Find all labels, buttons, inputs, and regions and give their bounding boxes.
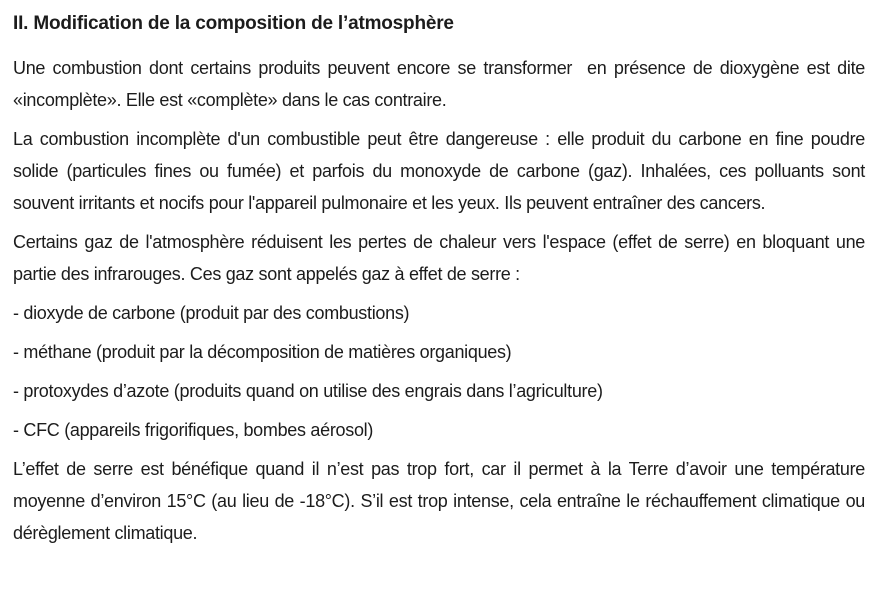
paragraph-greenhouse-effect-intro: Certains gaz de l'atmosphère réduisent les pertes de chaleur vers l'espace (effet de serre) en bloquant une partie des infrarouges. Ces gaz sont appelés gaz à effet de serre : [13, 232, 865, 284]
greenhouse-gas-list [13, 297, 865, 446]
list-item-nitrous-oxide: - protoxydes d’azote (produits quand on utilise des engrais dans l’agriculture) [13, 381, 603, 401]
paragraph-incomplete-combustion-dangers: La combustion incomplète d'un combustible peut être dangereuse : elle produit du carbone en fine poudre solide (particules fines ou fumée) et parfois du monoxyde de carbone (gaz). Inhalées, ces polluants sont souvent irritants et nocifs pour l'appareil pulmonaire et les yeux. Ils peuvent entraîner des cancers. [13, 129, 865, 213]
list-item-methane: - méthane (produit par la décomposition de matières organiques) [13, 342, 512, 362]
document-page [13, 10, 865, 549]
section-title: II. Modification de la composition de l’atmosphère [13, 13, 454, 34]
list-item-cfc: - CFC (appareils frigorifiques, bombes aérosol) [13, 420, 374, 440]
paragraph-greenhouse-benefit: L’effet de serre est bénéfique quand il n’est pas trop fort, car il permet à la Terre d’avoir une température moyenne d’environ 15°C (au lieu de -18°C). S’il est trop intense, cela entraîne le réchauffement climatique ou dérèglement climatique. [13, 459, 865, 543]
paragraph-combustion-definition: Une combustion dont certains produits peuvent encore se transformer en présence de dioxygène est dite «incomplète». Elle est «complète» dans le cas contraire. [13, 58, 865, 110]
list-item-carbon-dioxide: - dioxyde de carbone (produit par des combustions) [13, 303, 410, 323]
